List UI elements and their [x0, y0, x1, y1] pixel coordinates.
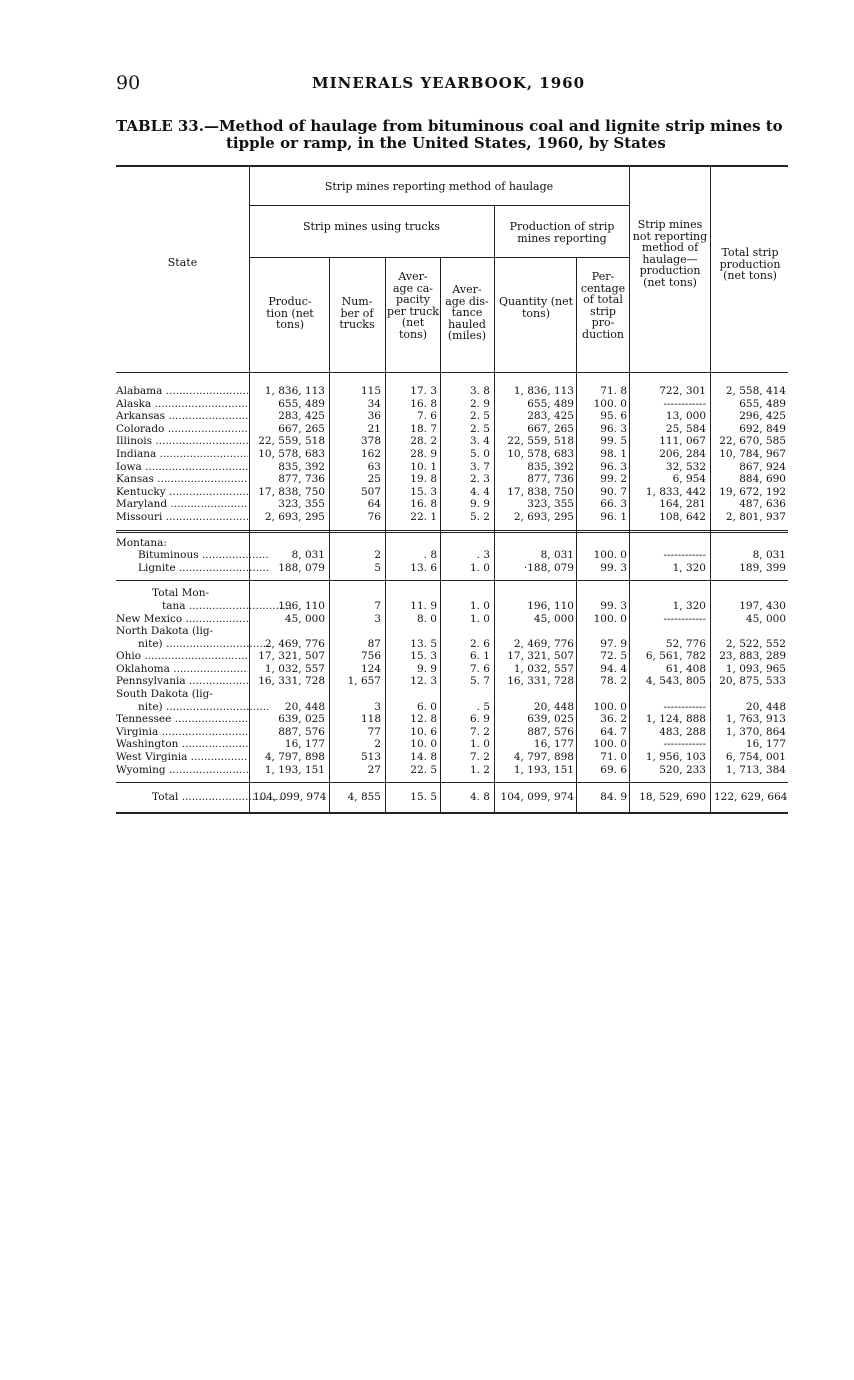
cell-cap: 28. 2	[410, 435, 437, 448]
cell-cap: 11. 9	[410, 599, 437, 612]
state-label: Alabama .....	[116, 385, 248, 398]
cell-num: 2	[374, 738, 381, 751]
header-quantity: Quantity (net tons)	[498, 295, 574, 320]
cell-num: 3	[374, 700, 381, 713]
cell-notrep: 4, 543, 805	[645, 675, 706, 688]
cell-prod: 1, 836, 113	[264, 385, 325, 397]
cell-num: 162	[360, 447, 381, 460]
cell-prod: 20, 448	[284, 700, 325, 713]
cell-dist: 1. 0	[469, 561, 490, 574]
cell-notrep: ------------	[663, 397, 706, 410]
state-label: Colorado .....	[116, 423, 248, 436]
cell-pct: 99. 3	[600, 561, 627, 574]
cell-num: 77	[367, 725, 381, 738]
cell-prod: 16, 177	[284, 738, 325, 751]
cell-pct: 64. 7	[600, 725, 627, 738]
cell-num: 3	[374, 612, 381, 625]
cell-dist: 1. 0	[469, 612, 490, 625]
cell-dist: 7. 6	[469, 662, 490, 675]
header-group-trucks: Strip mines using trucks	[302, 220, 441, 233]
cell-notrep: ------------	[663, 612, 706, 625]
state-label: Iowa .....	[116, 461, 248, 474]
cell-notrep: 206, 284	[659, 447, 706, 460]
cell-prod: 10, 578, 683	[258, 447, 325, 460]
cell-cap: . 8	[423, 549, 437, 562]
cell-num: 36	[367, 410, 381, 423]
table-row	[116, 435, 788, 448]
cell-notrep: 1, 956, 103	[645, 751, 706, 764]
cell-pct: 99. 5	[600, 435, 627, 448]
cell-cap: 22. 1	[410, 510, 437, 523]
cell-dist: 4. 4	[469, 485, 490, 498]
cell-prod: 2, 693, 295	[264, 510, 325, 523]
title-line-2: tipple or ramp, in the United States, 1960, by States	[226, 134, 666, 152]
cell-pct: 99. 2	[600, 473, 627, 486]
cell-pct: 84. 9	[600, 791, 627, 804]
cell-qty: 196, 110	[527, 599, 574, 612]
cell-total: 1, 093, 965	[725, 662, 786, 675]
cell-notrep: 1, 833, 442	[645, 485, 706, 498]
cell-total: 10, 784, 967	[719, 447, 786, 460]
cell-num: 756	[360, 650, 381, 663]
header-number-trucks: Num- ber of trucks	[339, 295, 375, 331]
running-head: MINERALS YEARBOOK, 1960	[312, 74, 586, 92]
state-label: Washington .....	[116, 738, 248, 751]
state-label: Missouri .....	[116, 511, 248, 524]
state-label: nite) .....	[116, 701, 270, 714]
cell-dist: 5. 7	[469, 675, 490, 688]
cell-num: 21	[367, 422, 381, 435]
state-label: Total Mon-	[152, 587, 210, 600]
cell-notrep: ------------	[663, 700, 706, 713]
label-row	[116, 625, 788, 638]
label-row	[116, 587, 788, 600]
cell-cap: 13. 6	[410, 561, 437, 574]
cell-num: 63	[367, 460, 381, 473]
state-label: Wyoming .....	[116, 764, 248, 777]
cell-qty: 667, 265	[527, 422, 574, 435]
header-percentage: Per- centage of total strip pro- duction	[580, 270, 626, 341]
cell-dist: 1. 0	[469, 599, 490, 612]
cell-pct: 99. 3	[600, 599, 627, 612]
cell-notrep: 52, 776	[665, 637, 706, 650]
table-row	[116, 473, 788, 486]
cell-cap: 15. 5	[410, 791, 437, 804]
row-spacer	[116, 783, 788, 791]
cell-qty: 1, 193, 151	[513, 763, 574, 776]
cell-qty: 887, 576	[527, 725, 574, 738]
cell-total: 23, 883, 289	[719, 650, 786, 663]
cell-cap: 13. 5	[410, 637, 437, 650]
cell-prod: 639, 025	[278, 713, 325, 726]
cell-num: 76	[367, 510, 381, 523]
cell-prod: 4, 797, 898	[264, 751, 325, 764]
header-state: State	[167, 256, 198, 269]
cell-qty: 16, 331, 728	[507, 675, 574, 688]
cell-pct: 72. 5	[600, 650, 627, 663]
page-number: 90	[116, 72, 141, 94]
cell-num: 378	[360, 435, 381, 448]
cell-prod: 104, 099, 974	[253, 791, 327, 804]
cell-qty: 104, 099, 974	[500, 791, 574, 804]
header-not-reporting: Strip mines not reporting method of haulage— production (net tons)	[632, 218, 708, 289]
cell-pct: 96. 1	[600, 510, 627, 523]
cell-prod: 17, 838, 750	[258, 485, 325, 498]
cell-num: 2	[374, 549, 381, 562]
cell-pct: 66. 3	[600, 498, 627, 511]
cell-dist: 4. 8	[469, 791, 490, 804]
state-label: Total .....	[116, 791, 284, 804]
table-row	[116, 675, 788, 688]
cell-dist: 1. 0	[469, 738, 490, 751]
cell-prod: 283, 425	[278, 410, 325, 423]
cell-cap: 8. 0	[416, 612, 437, 625]
cell-dist: 2. 6	[469, 637, 490, 650]
cell-pct: 96. 3	[600, 460, 627, 473]
cell-dist: 5. 0	[469, 447, 490, 460]
header-capacity: Aver- age ca- pacity per truck (net tons)	[387, 270, 439, 341]
table-row	[116, 701, 788, 714]
table-row	[116, 461, 788, 474]
state-label: Montana:	[116, 536, 167, 549]
cell-notrep: 108, 642	[659, 510, 706, 523]
cell-prod: 17, 321, 507	[258, 650, 325, 663]
table-row	[116, 410, 788, 423]
table-row	[116, 511, 788, 524]
cell-notrep: 1, 320	[672, 599, 706, 612]
cell-notrep: 1, 320	[672, 561, 706, 574]
table-row	[116, 562, 788, 575]
cell-num: 34	[367, 397, 381, 410]
cell-qty: 4, 797, 898	[513, 751, 574, 764]
cell-total: 1, 370, 864	[725, 725, 786, 738]
header-distance: Aver- age dis- tance hauled (miles)	[445, 283, 489, 342]
state-label: Virginia .....	[116, 726, 248, 739]
table-body	[116, 373, 788, 812]
state-label: Alaska .....	[116, 398, 248, 411]
cell-num: 4, 855	[347, 791, 381, 804]
cell-prod: 655, 489	[278, 397, 325, 410]
cell-notrep: 1, 124, 888	[645, 713, 706, 726]
cell-prod: 8, 031	[291, 549, 325, 562]
table-row	[116, 549, 788, 562]
header-group-production: Production of strip mines reporting	[509, 220, 615, 245]
cell-qty: 323, 355	[527, 498, 574, 511]
state-label: nite) .....	[116, 638, 270, 651]
cell-qty: 2, 693, 295	[513, 510, 574, 523]
cell-num: 25	[367, 473, 381, 486]
cell-qty: 835, 392	[527, 460, 574, 473]
table-row	[116, 751, 788, 764]
label-row	[116, 688, 788, 701]
cell-pct: 96. 3	[600, 422, 627, 435]
cell-qty: ·188, 079	[523, 561, 574, 574]
state-label: Lignite .....	[116, 562, 270, 575]
label-row	[116, 537, 788, 550]
cell-dist: 9. 9	[469, 498, 490, 511]
cell-notrep: 164, 281	[659, 498, 706, 511]
cell-qty: 639, 025	[527, 713, 574, 726]
cell-pct: 69. 6	[600, 763, 627, 776]
cell-notrep: 483, 288	[659, 725, 706, 738]
cell-prod: 2, 469, 776	[264, 637, 325, 650]
cell-total: 20, 448	[745, 700, 786, 713]
cell-cap: 16. 8	[410, 498, 437, 511]
cell-pct: 100. 0	[593, 397, 627, 410]
cell-qty: 20, 448	[533, 700, 574, 713]
header-group-top: Strip mines reporting method of haulage	[324, 180, 554, 193]
title-line-1: TABLE 33.—Method of haulage from bituminous coal and lignite strip mines to	[116, 117, 783, 135]
cell-notrep: 6, 561, 782	[645, 650, 706, 663]
cell-total: 2, 801, 937	[725, 510, 786, 523]
cell-notrep: 520, 233	[659, 763, 706, 776]
cell-pct: 71. 8	[600, 385, 627, 397]
cell-num: 7	[374, 599, 381, 612]
cell-dist: 3. 8	[469, 385, 490, 397]
cell-dist: 7. 2	[469, 751, 490, 764]
table-title	[116, 118, 796, 152]
cell-total: 296, 425	[739, 410, 786, 423]
cell-total: 867, 924	[739, 460, 786, 473]
state-label: Tennessee .....	[116, 713, 248, 726]
cell-dist: 6. 1	[469, 650, 490, 663]
cell-cap: 15. 3	[410, 485, 437, 498]
cell-prod: 188, 079	[278, 561, 325, 574]
table-row	[116, 638, 788, 651]
table-row	[116, 663, 788, 676]
cell-total: 2, 522, 552	[725, 637, 786, 650]
cell-prod: 1, 032, 557	[264, 662, 325, 675]
cell-total: 19, 672, 192	[719, 485, 786, 498]
cell-prod: 1, 193, 151	[264, 763, 325, 776]
cell-num: 5	[374, 561, 381, 574]
cell-cap: 7. 6	[416, 410, 437, 423]
state-label: South Dakota (lig-	[116, 688, 213, 701]
cell-pct: 100. 0	[593, 738, 627, 751]
table-row	[116, 498, 788, 511]
cell-pct: 97. 9	[600, 637, 627, 650]
state-label: Indiana .....	[116, 448, 248, 461]
cell-cap: 10. 0	[410, 738, 437, 751]
cell-prod: 887, 576	[278, 725, 325, 738]
cell-qty: 8, 031	[540, 549, 574, 562]
cell-total: 20, 875, 533	[719, 675, 786, 688]
cell-qty: 283, 425	[527, 410, 574, 423]
cell-dist: 7. 2	[469, 725, 490, 738]
table-row	[116, 423, 788, 436]
cell-pct: 94. 4	[600, 662, 627, 675]
state-label: West Virginia .....	[116, 751, 248, 764]
cell-cap: 15. 3	[410, 650, 437, 663]
cell-pct: 98. 1	[600, 447, 627, 460]
table-header	[116, 167, 788, 373]
state-label: Arkansas .....	[116, 410, 248, 423]
cell-total: 189, 399	[739, 561, 786, 574]
cell-dist: 6. 9	[469, 713, 490, 726]
cell-total: 884, 690	[739, 473, 786, 486]
table-row	[116, 650, 788, 663]
table-row	[116, 764, 788, 777]
cell-notrep: 25, 584	[665, 422, 706, 435]
cell-num: 507	[360, 485, 381, 498]
cell-prod: 667, 265	[278, 422, 325, 435]
table-row	[116, 791, 788, 804]
cell-qty: 16, 177	[533, 738, 574, 751]
state-label: Kansas .....	[116, 473, 248, 486]
cell-cap: 14. 8	[410, 751, 437, 764]
cell-cap: 16. 8	[410, 397, 437, 410]
cell-qty: 1, 836, 113	[513, 385, 574, 397]
table-row	[116, 398, 788, 411]
cell-prod: 196, 110	[278, 599, 325, 612]
cell-qty: 10, 578, 683	[507, 447, 574, 460]
state-label: New Mexico .....	[116, 613, 248, 626]
cell-notrep: 13, 000	[665, 410, 706, 423]
cell-dist: 2. 5	[469, 422, 490, 435]
cell-cap: 6. 0	[416, 700, 437, 713]
cell-notrep: 32, 532	[665, 460, 706, 473]
cell-num: 118	[360, 713, 381, 726]
cell-num: 513	[360, 751, 381, 764]
cell-qty: 2, 469, 776	[513, 637, 574, 650]
cell-total: 692, 849	[739, 422, 786, 435]
cell-total: 487, 636	[739, 498, 786, 511]
state-label: Illinois .....	[116, 435, 248, 448]
cell-dist: . 5	[476, 700, 490, 713]
cell-cap: 17. 3	[410, 385, 437, 397]
cell-qty: 17, 838, 750	[507, 485, 574, 498]
cell-qty: 655, 489	[527, 397, 574, 410]
cell-pct: 36. 2	[600, 713, 627, 726]
cell-notrep: 111, 067	[659, 435, 706, 448]
cell-notrep: ------------	[663, 549, 706, 562]
cell-qty: 45, 000	[533, 612, 574, 625]
cell-cap: 22. 5	[410, 763, 437, 776]
cell-cap: 10. 6	[410, 725, 437, 738]
state-label: Pennsylvania .....	[116, 675, 248, 688]
cell-cap: 28. 9	[410, 447, 437, 460]
cell-cap: 12. 8	[410, 713, 437, 726]
cell-dist: . 3	[476, 549, 490, 562]
cell-cap: 19. 8	[410, 473, 437, 486]
state-label: Maryland .....	[116, 498, 248, 511]
table-row	[116, 726, 788, 739]
cell-pct: 78. 2	[600, 675, 627, 688]
table-row	[116, 613, 788, 626]
cell-prod: 45, 000	[284, 612, 325, 625]
row-spacer	[116, 804, 788, 812]
table-row	[116, 385, 788, 398]
cell-dist: 5. 2	[469, 510, 490, 523]
cell-total: 6, 754, 001	[725, 751, 786, 764]
cell-dist: 2. 5	[469, 410, 490, 423]
cell-pct: 100. 0	[593, 549, 627, 562]
cell-total: 1, 763, 913	[725, 713, 786, 726]
cell-total: 122, 629, 664	[714, 791, 788, 804]
header-production: Produc- tion (net tons)	[266, 295, 314, 331]
cell-total: 22, 670, 585	[719, 435, 786, 448]
state-label: Bituminous .....	[116, 549, 270, 562]
cell-cap: 9. 9	[416, 662, 437, 675]
cell-num: 1, 657	[347, 675, 381, 688]
table-row	[116, 600, 788, 613]
cell-pct: 71. 0	[600, 751, 627, 764]
state-label: Kentucky .....	[116, 486, 248, 499]
cell-dist: 2. 9	[469, 397, 490, 410]
cell-num: 124	[360, 662, 381, 675]
cell-prod: 877, 736	[278, 473, 325, 486]
cell-notrep: 722, 301	[659, 385, 706, 397]
cell-qty: 22, 559, 518	[507, 435, 574, 448]
table-row	[116, 713, 788, 726]
table-row	[116, 448, 788, 461]
table-row	[116, 738, 788, 751]
state-label: tana .....	[116, 600, 294, 613]
cell-notrep: 61, 408	[665, 662, 706, 675]
cell-num: 64	[367, 498, 381, 511]
cell-num: 115	[360, 385, 381, 397]
state-label: Ohio .....	[116, 650, 248, 663]
cell-total: 2, 558, 414	[725, 385, 786, 397]
state-label: Oklahoma .....	[116, 663, 248, 676]
cell-total: 45, 000	[745, 612, 786, 625]
haulage-table	[116, 165, 788, 814]
cell-notrep: 6, 954	[672, 473, 706, 486]
cell-total: 1, 713, 384	[725, 763, 786, 776]
cell-cap: 18. 7	[410, 422, 437, 435]
state-label: North Dakota (lig-	[116, 625, 214, 638]
cell-notrep: ------------	[663, 738, 706, 751]
cell-dist: 2. 3	[469, 473, 490, 486]
cell-qty: 877, 736	[527, 473, 574, 486]
cell-prod: 323, 355	[278, 498, 325, 511]
cell-total: 16, 177	[745, 738, 786, 751]
cell-dist: 3. 4	[469, 435, 490, 448]
cell-total: 8, 031	[752, 549, 786, 562]
cell-pct: 100. 0	[593, 612, 627, 625]
table-row	[116, 486, 788, 499]
cell-prod: 22, 559, 518	[258, 435, 325, 448]
cell-num: 87	[367, 637, 381, 650]
cell-cap: 12. 3	[410, 675, 437, 688]
cell-total: 197, 430	[739, 599, 786, 612]
cell-prod: 835, 392	[278, 460, 325, 473]
cell-pct: 95. 6	[600, 410, 627, 423]
cell-num: 27	[367, 763, 381, 776]
cell-qty: 1, 032, 557	[513, 662, 574, 675]
header-total: Total strip production (net tons)	[719, 246, 781, 282]
cell-total: 655, 489	[739, 397, 786, 410]
row-spacer	[116, 373, 788, 385]
cell-qty: 17, 321, 507	[507, 650, 574, 663]
cell-dist: 1. 2	[469, 763, 490, 776]
cell-pct: 100. 0	[593, 700, 627, 713]
cell-dist: 3. 7	[469, 460, 490, 473]
cell-cap: 10. 1	[410, 460, 437, 473]
cell-prod: 16, 331, 728	[258, 675, 325, 688]
cell-notrep: 18, 529, 690	[639, 791, 706, 804]
cell-pct: 90. 7	[600, 485, 627, 498]
